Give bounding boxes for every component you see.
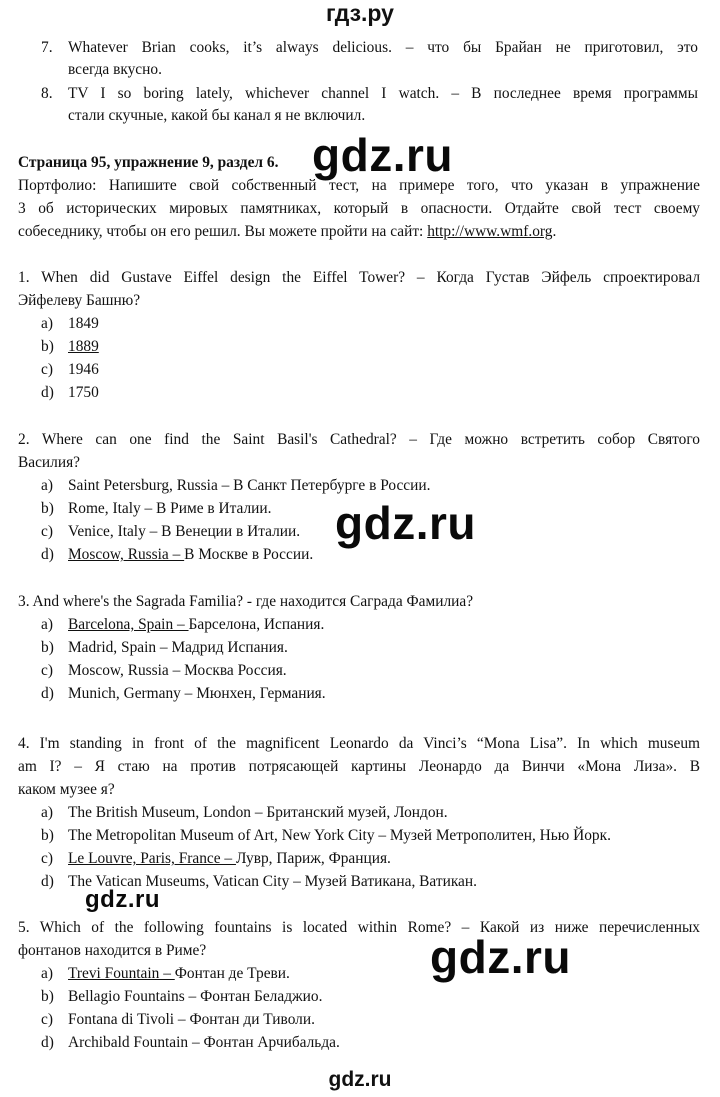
correct-answer: 1889 [68, 338, 99, 355]
option-item [41, 964, 290, 984]
option-text: Fontana di Tivoli – Фонтан ди Тиволи. [68, 1011, 315, 1028]
option-item [41, 383, 99, 403]
option-item [41, 826, 611, 846]
option-letter: b) [41, 988, 54, 1005]
option-item [41, 661, 287, 681]
option-text: Bellagio Fountains – Фонтан Беладжио. [68, 988, 323, 1005]
option-text: Rome, Italy – В Риме в Италии. [68, 500, 272, 517]
question-text: 1. When did Gustave Eiffel design the Eiffel Tower? – Когда Густав Эйфель спроектировал [18, 269, 700, 286]
option-letter: a) [41, 477, 53, 494]
option-text: The British Museum, London – Британский музей, Лондон. [68, 804, 448, 821]
watermark-logo: gdz.ru [430, 931, 571, 983]
option-text: Munich, Germany – Мюнхен, Германия. [68, 685, 326, 702]
section-intro: 3 об исторических мировых памятниках, который в опасности. Отдайте свой тест своему [18, 200, 700, 217]
option-item [41, 360, 99, 380]
option-letter: c) [41, 850, 53, 867]
option-letter: c) [41, 662, 53, 679]
option-item [41, 684, 326, 704]
option-letter: b) [41, 338, 54, 355]
question-text: 2. Where can one find the Saint Basil's Cathedral? – Где можно встретить собор Святого [18, 431, 700, 448]
watermark-logo: gdz.ru [312, 129, 453, 181]
option-item [41, 499, 272, 519]
option-item [41, 314, 99, 334]
option-text: Madrid, Spain – Мадрид Испания. [68, 639, 288, 656]
site-header: гдз.ру [326, 0, 394, 26]
option-text: Фонтан де Треви. [174, 965, 290, 982]
option-text: Барселона, Испания. [188, 616, 325, 633]
option-letter: a) [41, 315, 53, 332]
option-text: В Москве в России. [184, 546, 314, 563]
option-letter: d) [41, 873, 54, 890]
option-letter: a) [41, 616, 53, 633]
question-text: каком музее я? [18, 781, 115, 798]
option-text: 1946 [68, 361, 99, 378]
option-text: Venice, Italy – В Венеции в Италии. [68, 523, 301, 540]
section-intro: Портфолио: Напишите свой собственный тест, на примере того, что указан в упражнение [18, 177, 700, 194]
option-letter: d) [41, 685, 54, 702]
option-letter: c) [41, 1011, 53, 1028]
list-item-number: 7. [41, 39, 53, 56]
option-letter: d) [41, 546, 54, 563]
option-text: 1750 [68, 384, 99, 401]
list-item-text: всегда вкусно. [68, 61, 162, 78]
watermark-logo: gdz.ru [335, 497, 476, 549]
watermark-logo: gdz.ru [85, 886, 160, 913]
wmf-link[interactable]: http://www.wmf.org [427, 223, 553, 240]
question-text: 3. And where's the Sagrada Familia? - где находится Саграда Фамилиа? [18, 593, 474, 610]
question-text: Василия? [18, 454, 80, 471]
option-item [41, 987, 322, 1007]
option-text: The Metropolitan Museum of Art, New York City – Музей Метрополитен, Нью Йорк. [68, 827, 611, 844]
option-text: Saint Petersburg, Russia – В Санкт Петербурге в России. [68, 477, 431, 494]
option-text: Moscow, Russia – Москва Россия. [68, 662, 287, 679]
question-text: 5. Which of the following fountains is located within Rome? – Какой из ниже перечисленных [18, 919, 700, 936]
option-item [41, 849, 391, 869]
option-text: The Vatican Museums, Vatican City – Музей Ватикана, Ватикан. [68, 873, 477, 890]
list-item-number: 8. [41, 85, 53, 102]
list-item-text: Whatever Brian cooks, it’s always delicious. – что бы Брайан не приготовил, это [68, 39, 698, 56]
option-item [41, 337, 99, 357]
option-letter: b) [41, 500, 54, 517]
option-item [41, 615, 324, 635]
site-footer: gdz.ru [328, 1068, 392, 1091]
option-letter: a) [41, 804, 53, 821]
correct-answer: Moscow, Russia – [68, 546, 185, 563]
correct-answer: Le Louvre, Paris, France – [68, 850, 236, 867]
option-item [41, 522, 300, 542]
list-item-text: TV I so boring lately, whichever channel I watch. – В последнее время программы [68, 85, 698, 102]
correct-answer: Barcelona, Spain – [68, 616, 189, 633]
option-letter: a) [41, 965, 53, 982]
section-intro [18, 222, 556, 242]
option-letter: d) [41, 384, 54, 401]
option-letter: b) [41, 639, 54, 656]
option-letter: c) [41, 361, 53, 378]
option-letter: c) [41, 523, 53, 540]
option-item [41, 803, 448, 823]
option-item [41, 545, 313, 565]
option-letter: d) [41, 1034, 54, 1051]
section-intro-text: собеседнику, чтобы он его решил. Вы можете пройти на сайт: [18, 223, 428, 240]
list-item-text: стали скучные, какой бы канал я не включил. [68, 107, 366, 124]
section-intro-text: . [552, 223, 557, 240]
option-item [41, 476, 430, 496]
section-title: Страница 95, упражнение 9, раздел 6. [18, 154, 279, 171]
question-text: 4. I'm standing in front of the magnificent Leonardo da Vinci’s “Mona Lisa”. In which museum [18, 735, 700, 752]
question-text: am I? – Я стаю на против потрясающей картины Леонардо да Винчи «Мона Лиза». В [18, 758, 700, 775]
option-text: Archibald Fountain – Фонтан Арчибальда. [68, 1034, 340, 1051]
question-text: Эйфелеву Башню? [18, 292, 141, 309]
option-item [41, 1033, 340, 1053]
option-letter: b) [41, 827, 54, 844]
option-text: Лувр, Париж, Франция. [235, 850, 391, 867]
correct-answer: Trevi Fountain – [68, 965, 175, 982]
option-item [41, 1010, 315, 1030]
question-text: фонтанов находится в Риме? [18, 942, 207, 959]
option-item [41, 638, 288, 658]
option-text: 1849 [68, 315, 99, 332]
